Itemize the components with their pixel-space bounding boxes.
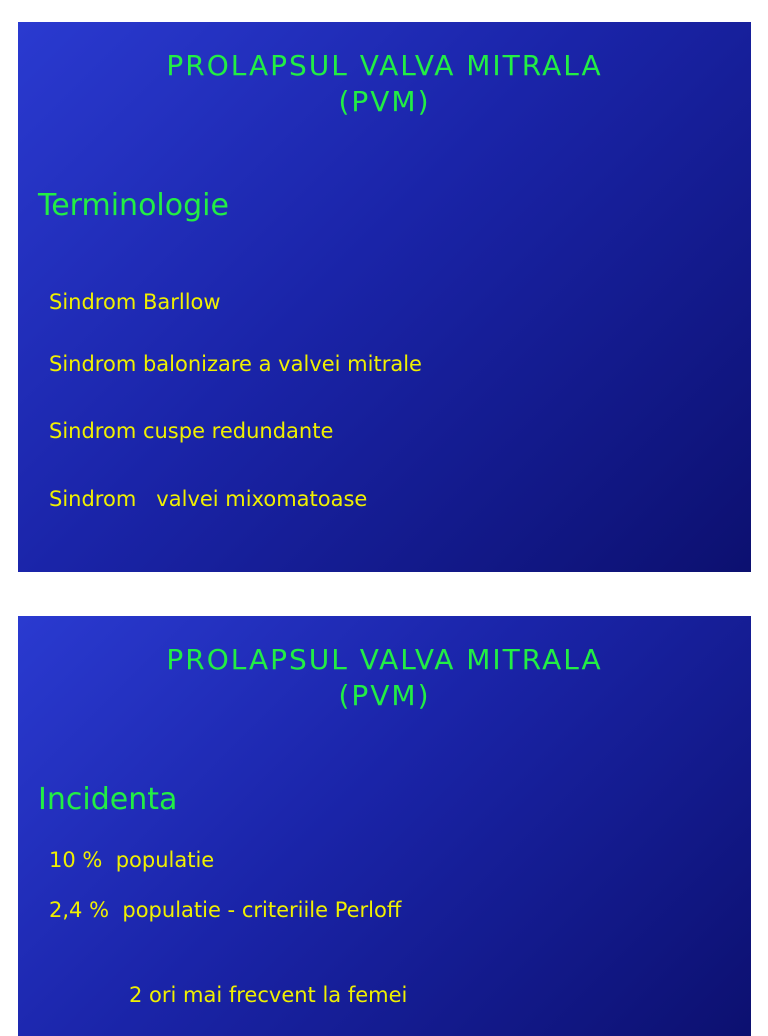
- section-heading: Incidenta: [38, 782, 178, 817]
- list-item: Sindrom cuspe redundante: [49, 419, 334, 443]
- slide-title-line-2: (PVM): [338, 85, 431, 118]
- slide-title: [18, 642, 751, 714]
- list-item: Sindrom Barllow: [49, 290, 221, 314]
- list-item: 10 % populatie: [49, 848, 215, 872]
- slide-title-line-2: (PVM): [338, 679, 431, 712]
- slide-terminologie: [18, 22, 751, 572]
- slide-title-line-1: PROLAPSUL VALVA MITRALA: [166, 643, 603, 676]
- list-item: Sindrom balonizare a valvei mitrale: [49, 352, 422, 376]
- section-heading: Terminologie: [38, 188, 229, 223]
- list-item: 2,4 % populatie - criteriile Perloff: [49, 898, 402, 922]
- slide-title: [18, 48, 751, 120]
- list-item: 2 ori mai frecvent la femei: [129, 983, 408, 1007]
- slide-incidenta: [18, 616, 751, 1036]
- list-item: Sindrom valvei mixomatoase: [49, 487, 368, 511]
- slide-title-line-1: PROLAPSUL VALVA MITRALA: [166, 49, 603, 82]
